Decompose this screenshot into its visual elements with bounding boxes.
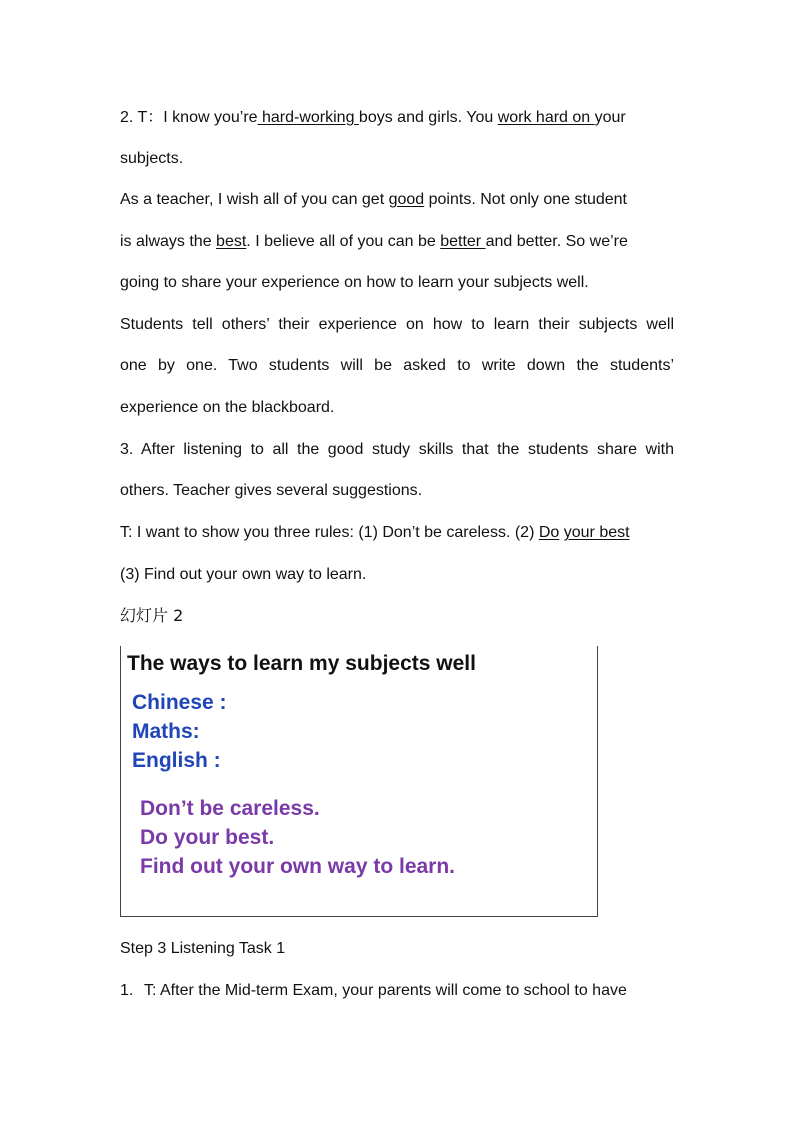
rule-best: Do your best. bbox=[140, 826, 275, 849]
slide-title: The ways to learn my subjects well bbox=[127, 652, 476, 675]
slide-2-box bbox=[120, 646, 598, 917]
rules-line-2: (3) Find out your own way to learn. bbox=[120, 566, 367, 583]
teacher-line-2: is always the best. I believe all of you can be better and better. So we’re bbox=[120, 233, 628, 250]
slide-label: 幻灯片 2 bbox=[120, 606, 184, 625]
subject-english: English : bbox=[132, 749, 221, 772]
paragraph-2-line-2: subjects. bbox=[120, 150, 184, 167]
paragraph-2-line-1: 2. T：I know you’re hard-working boys and girls. You work hard on your bbox=[120, 109, 626, 126]
paragraph-3-line-1: 3. After listening to all the good study skills that the students share with bbox=[120, 441, 674, 458]
paragraph-3-line-2: others. Teacher gives several suggestions. bbox=[120, 482, 423, 499]
students-line-3: experience on the blackboard. bbox=[120, 399, 335, 416]
subject-maths: Maths: bbox=[132, 720, 200, 743]
rules-line-1: T: I want to show you three rules: (1) Don’t be careless. (2) Do your best bbox=[120, 524, 630, 541]
task-1-number: 1. bbox=[120, 982, 134, 999]
subject-chinese: Chinese : bbox=[132, 691, 227, 714]
teacher-line-3: going to share your experience on how to learn your subjects well. bbox=[120, 274, 589, 291]
students-line-1: Students tell others’ their experience on how to learn their subjects well bbox=[120, 316, 674, 333]
rule-careless: Don’t be careless. bbox=[140, 797, 320, 820]
step-3-heading: Step 3 Listening Task 1 bbox=[120, 940, 286, 957]
task-1-text: T: After the Mid-term Exam, your parents will come to school to have bbox=[144, 982, 627, 999]
rule-own-way: Find out your own way to learn. bbox=[140, 855, 456, 878]
students-line-2: one by one. Two students will be asked to write down the students’ bbox=[120, 357, 674, 374]
teacher-line-1: As a teacher, I wish all of you can get good points. Not only one student bbox=[120, 191, 627, 208]
task-1-line bbox=[120, 981, 674, 1001]
